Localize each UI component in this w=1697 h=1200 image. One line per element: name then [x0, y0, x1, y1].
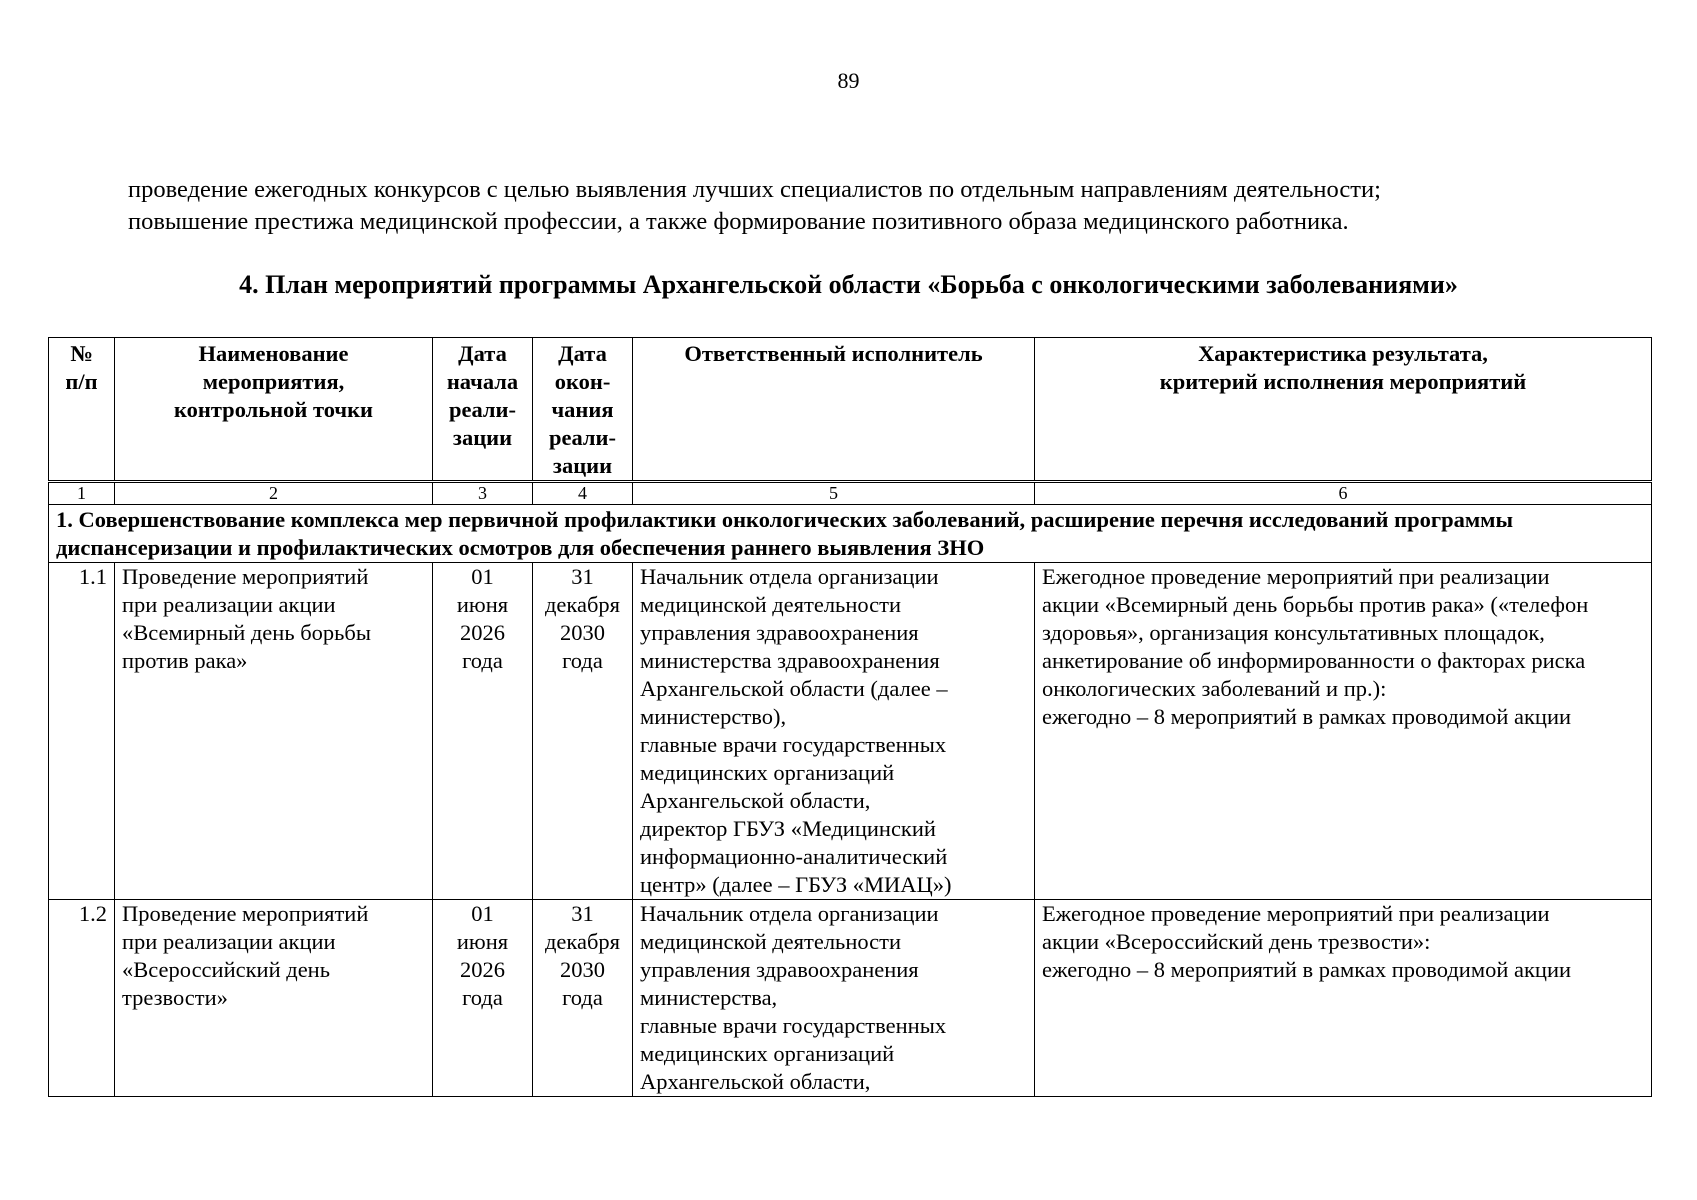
start-date: 01 июня 2026 года — [433, 563, 533, 900]
column-number: 4 — [533, 482, 633, 505]
section-row — [49, 505, 1652, 563]
end-date: 31 декабря 2030 года — [533, 900, 633, 1097]
page-number: 89 — [837, 68, 860, 93]
header-number: № п/п — [49, 338, 115, 482]
executor: Начальник отдела организации медицинской деятельности управления здравоохранения министерства здравоохранения Архангельской области (далее – министерство), главные врачи государственных медицинских организаций Архангельской области, директор ГБУЗ «Медицинский информационно-аналитический центр» (далее – ГБУЗ «МИАЦ») — [633, 563, 1035, 900]
section-1-title: 1. Совершенствование комплекса мер первичной профилактики онкологических заболеваний, расширение перечня исследований программы диспансеризации и профилактических осмотров для обеспечения раннего выявления ЗНО — [49, 505, 1652, 563]
header-result: Характеристика результата, критерий исполнения мероприятий — [1035, 338, 1652, 482]
column-number: 2 — [115, 482, 433, 505]
column-number: 6 — [1035, 482, 1652, 505]
header-end-date: Дата окон- чания реали- зации — [533, 338, 633, 482]
column-number: 5 — [633, 482, 1035, 505]
result: Ежегодное проведение мероприятий при реализации акции «Всемирный день борьбы против рака» («телефон здоровья», организация консультативных площадок, анкетирование об информированности о факторах риска онкологических заболеваний и пр.): ежегодно – 8 мероприятий в рамках проводимой акции — [1035, 563, 1652, 900]
intro-line: повышение престижа медицинской профессии, а также формирование позитивного образа медицинского работника. — [128, 208, 1349, 235]
header-start-date: Дата начала реали- зации — [433, 338, 533, 482]
action-plan-table — [48, 337, 1652, 1097]
result: Ежегодное проведение мероприятий при реализации акции «Всероссийский день трезвости»: ежегодно – 8 мероприятий в рамках проводимой акции — [1035, 900, 1652, 1097]
table-header-row — [49, 338, 1652, 482]
column-number: 3 — [433, 482, 533, 505]
table-row — [49, 900, 1652, 1097]
event-name: Проведение мероприятий при реализации акции «Всемирный день борьбы против рака» — [115, 563, 433, 900]
section-title: 4. План мероприятий программы Архангельской области «Борьба с онкологическими заболеваниями» — [239, 270, 1458, 299]
event-name: Проведение мероприятий при реализации акции «Всероссийский день трезвости» — [115, 900, 433, 1097]
row-number: 1.1 — [49, 563, 115, 900]
start-date: 01 июня 2026 года — [433, 900, 533, 1097]
column-number: 1 — [49, 482, 115, 505]
table-row — [49, 563, 1652, 900]
header-event-name: Наименование мероприятия, контрольной точки — [115, 338, 433, 482]
executor: Начальник отдела организации медицинской деятельности управления здравоохранения министерства, главные врачи государственных медицинских организаций Архангельской области, — [633, 900, 1035, 1097]
header-executor: Ответственный исполнитель — [633, 338, 1035, 482]
row-number: 1.2 — [49, 900, 115, 1097]
intro-line: проведение ежегодных конкурсов с целью выявления лучших специалистов по отдельным направлениям деятельности; — [128, 176, 1381, 203]
column-number-row — [49, 482, 1652, 505]
end-date: 31 декабря 2030 года — [533, 563, 633, 900]
intro-text — [128, 174, 1608, 238]
